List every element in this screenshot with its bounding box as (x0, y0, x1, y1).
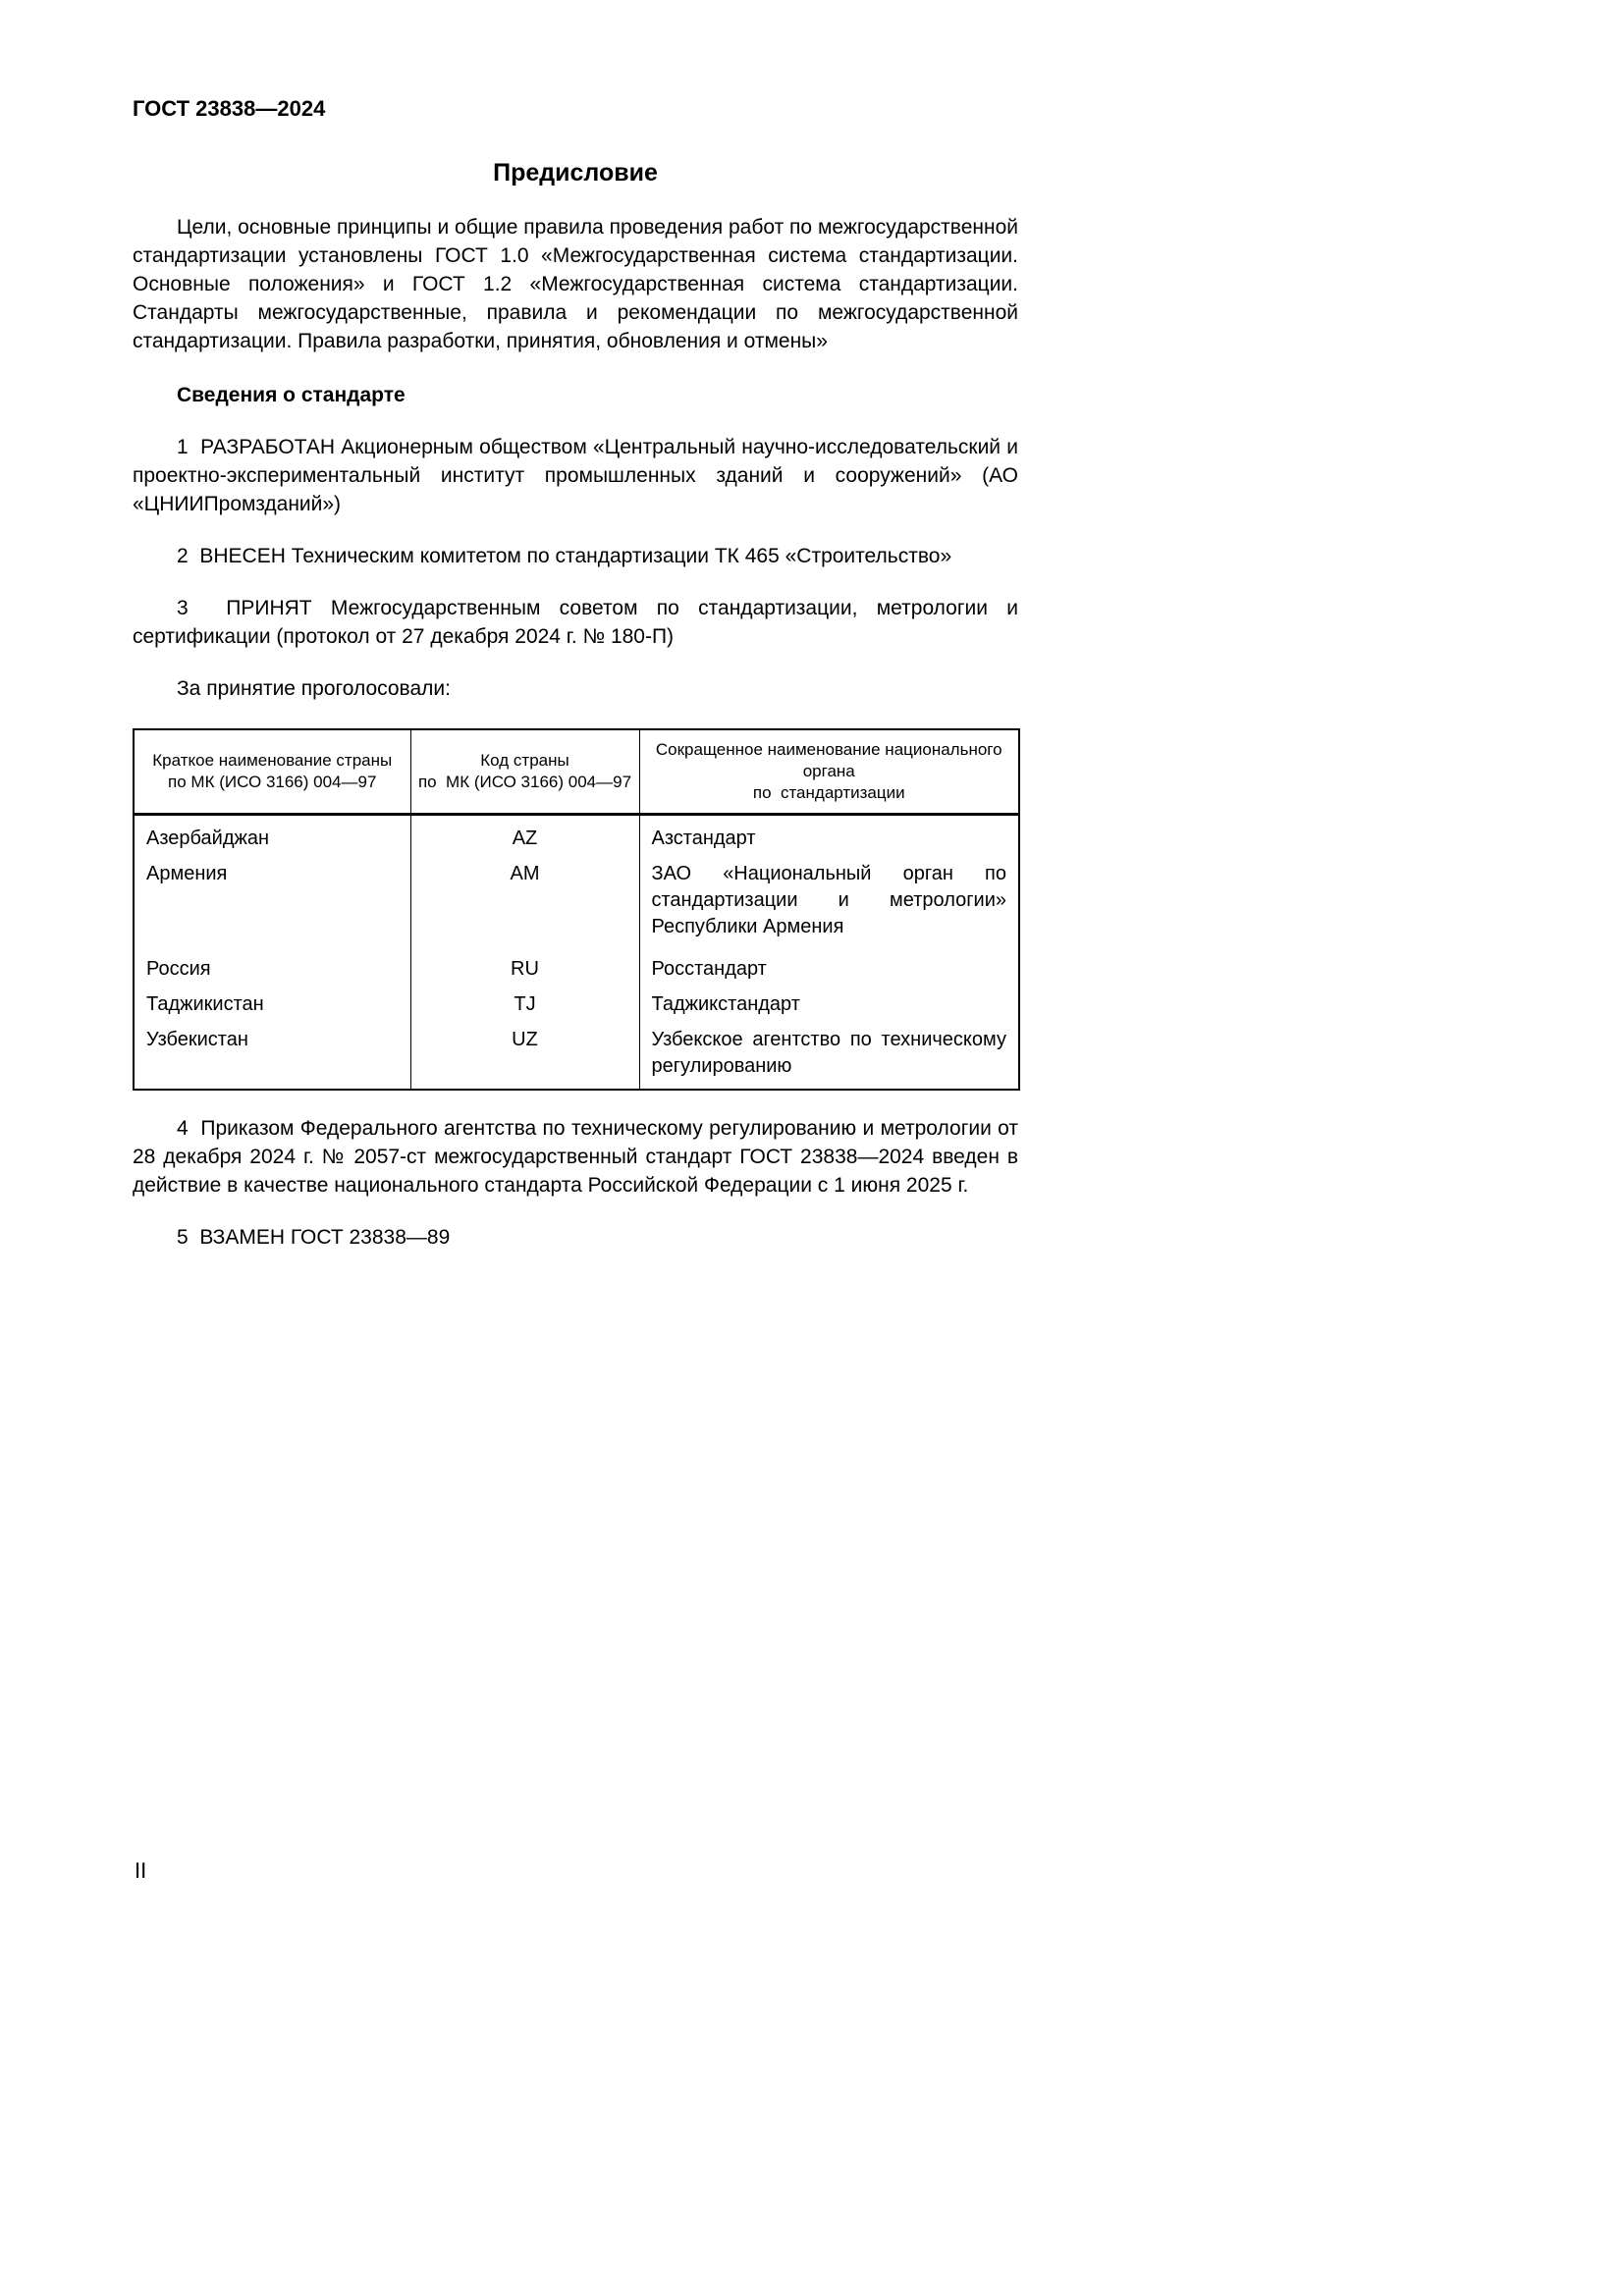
country-cell: Армения (146, 863, 228, 884)
country-cell: Узбекистан (146, 1029, 248, 1050)
col-header-code (410, 729, 639, 815)
col-header-line: Краткое наименование страны (152, 751, 393, 770)
table-row (134, 944, 1019, 987)
code-cell: AZ (410, 815, 639, 857)
doc-number: ГОСТ 23838—2024 (133, 96, 326, 121)
intro-paragraph: Цели, основные принципы и общие правила проведения работ по межгосударственной стандартизации установлены ГОСТ 1.0 «Межгосударственная система стандартизации. Основные положения» и ГОСТ 1.2 «Межгосударственная система стандартизации. Стандарты межгосударственные, правила и рекомендации по межгосударственной стандартизации. Правила разработки, принятия, обновления и отмены» (133, 216, 1018, 352)
org-cell: ЗАО «Национальный орган по стандартизации и метрологии» Республики Армения (639, 856, 1019, 944)
table-row (134, 987, 1019, 1022)
col-header-line: Сокращенное наименование национального органа (655, 740, 1002, 780)
country-cell: Азербайджан (146, 828, 270, 849)
item-order: 4 Приказом Федерального агентства по техническому регулированию и метрологии от 28 декабря 2024 г. № 2057-ст межгосударственный стандарт ГОСТ 23838—2024 введен в действие в качестве национального стандарта Российской Федерации с 1 июня 2025 г. (133, 1117, 1018, 1197)
table-row (134, 856, 1019, 944)
code-cell: RU (410, 944, 639, 987)
org-cell: Росстандарт (639, 944, 1019, 987)
org-cell: Таджикстандарт (639, 987, 1019, 1022)
table-header-row (134, 729, 1019, 815)
org-cell: Азстандарт (639, 815, 1019, 857)
col-header-line: по МК (ИСО 3166) 004—97 (168, 773, 377, 791)
item-submitted: 2 ВНЕСЕН Техническим комитетом по стандартизации ТК 465 «Строительство» (177, 545, 952, 567)
col-header-line: Код страны (480, 751, 569, 770)
col-header-line: по стандартизации (752, 783, 905, 802)
item-replaces: 5 ВЗАМЕН ГОСТ 23838—89 (177, 1226, 451, 1249)
voting-lead: За принятие проголосовали: (177, 677, 451, 700)
item-developed: 1 РАЗРАБОТАН Акционерным обществом «Центральный научно-исследовательский и проектно-экспериментальный институт промышленных зданий и сооружений» (АО «ЦНИИПромзданий») (133, 436, 1018, 515)
table-row (134, 1022, 1019, 1090)
item-adopted: 3 ПРИНЯТ Межгосударственным советом по стандартизации, метрологии и сертификации (протокол от 27 декабря 2024 г. № 180-П) (133, 597, 1018, 648)
table-row (134, 815, 1019, 857)
code-cell: TJ (410, 987, 639, 1022)
col-header-org (639, 729, 1019, 815)
col-header-country (134, 729, 410, 815)
page-number: II (135, 1858, 147, 1883)
country-cell: Таджикистан (146, 993, 264, 1015)
code-cell: UZ (410, 1022, 639, 1090)
content-area (133, 96, 1018, 1252)
code-cell: AM (410, 856, 639, 944)
voting-table (133, 728, 1020, 1091)
org-cell: Узбекское агентство по техническому регулированию (639, 1022, 1019, 1090)
country-cell: Россия (146, 958, 211, 980)
info-heading: Сведения о стандарте (177, 384, 406, 406)
page-title: Предисловие (493, 159, 658, 187)
col-header-line: по МК (ИСО 3166) 004—97 (417, 773, 632, 791)
